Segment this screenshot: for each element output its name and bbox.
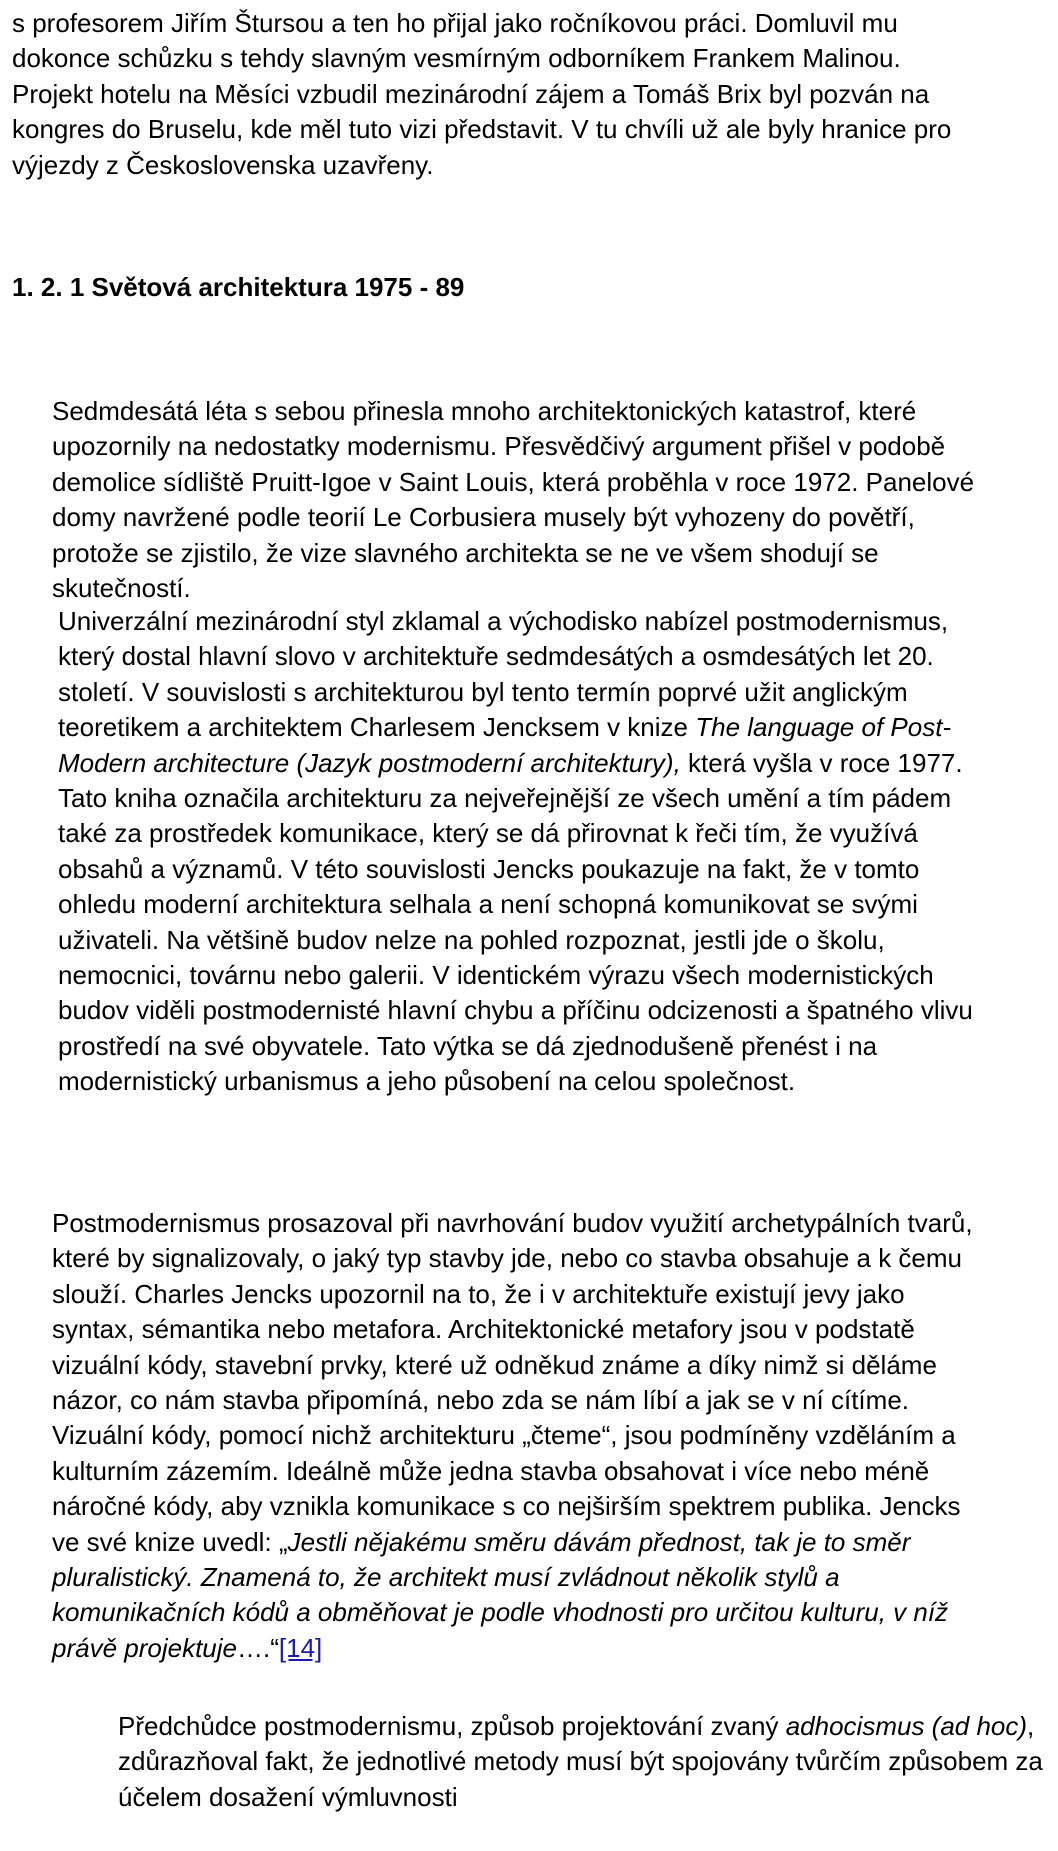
paragraph-1-text: Sedmdesátá léta s sebou přinesla mnoho architektonických katastrof, které upozornily na nedostatky modernismu. Přesvědčivý argument přišel v podobě demolice sídliště Pruitt-Igoe v Saint Louis, která proběhla v roce 1972. Panelové domy navržené podle teorií Le Corbusiera musely být vyhozeny do povětří, protože se zjistilo, že vize slavného architekta se ne ve všem shodují se skutečností. (52, 396, 975, 604)
paragraph-2-text-b: která vyšla v roce 1977. Tato kniha označila architekturu za nejveřejnější ze všech umění a tím pádem také za prostředek komunikace, který se dá přirovnat k řeči tím, že využívá obsahů a významů. V této souvislosti Jencks poukazuje na fakt, že v tomto ohledu moderní architektura selhala a není schopná komunikovat se svými uživateli. Na většině budov nelze na pohled rozpoznat, jestli jde o školu, nemocnici, továrnu nebo galerii. V identickém výrazu všech modernistických budov viděli postmodernisté hlavní chybu a příčinu odcizenosti a špatného vlivu prostředí na své obyvatele. Tato výtka se dá zjednodušeně přenést i na modernistický urbanismus a jeho působení na celou společnost. (58, 747, 973, 1097)
footnote-link[interactable]: [14] (278, 1632, 323, 1663)
paragraph-2 (12, 604, 998, 1100)
paragraph-3-text-a: Postmodernismus prosazoval při navrhování budov využití archetypálních tvarů, které by signalizovaly, o jaký typ stavby jde, nebo co stavba obsahuje a k čemu slouží. Charles Jencks upozornil na to, že i v architektuře existují jevy jako syntax, sémantika nebo metafora. Architektonické metafory jsou v podstatě vizuální kódy, stavební prvky, které už odněkud známe a díky nimž si děláme názor, co nám stavba připomíná, nebo zda se nám líbí a jak se v ní cítíme. Vizuální kódy, pomocí nichž architekturu „čteme“, jsou podmíněny vzděláním a kulturním zázemím. Ideálně může jedna stavba obsahovat i více nebo méně náročné kódy, aby vznikla komunikace s co nejširším spektrem publika. Jencks ve své knize uvedl: „ (52, 1208, 973, 1557)
paragraph-4 (12, 1709, 1058, 1815)
adhocism-term: adhocismus (ad hoc) (785, 1711, 1028, 1741)
book-title: The language of Post-Modern architecture (Jazyk postmoderní architektury), (58, 712, 952, 778)
intro-paragraph: s profesorem Jiřím Štursou a ten ho přijal jako ročníkovou práci. Domluvil mu dokonce schůzku s tehdy slavným vesmírným odborníkem Frankem Malinou. Projekt hotelu na Měsíci vzbudil mezinárodní zájem a Tomáš Brix byl pozván na kongres do Bruselu, kde měl tuto vizi představit. V tu chvíli už ale byly hranice pro výjezdy z Československa uzavřeny. (12, 8, 952, 180)
paragraph-4-text-b: , zdůrazňoval fakt, že jednotlivé metody musí být spojovány tvůrčím způsobem za účelem dosažení výmluvnosti (118, 1711, 1043, 1812)
paragraph-3 (12, 1206, 992, 1666)
paragraph-4-text-a: Předchůdce postmodernismu, způsob projektování zvaný (118, 1711, 786, 1741)
paragraph-2-text-a: Univerzální mezinárodní styl zklamal a východisko nabízel postmodernismus, který dostal hlavní slovo v architektuře sedmdesátých a osmdesátých let 20. století. V souvislosti s architekturou byl tento termín poprvé užit anglickým teoretikem a architektem Charlesem Jencksem v knize (58, 606, 949, 743)
paragraph-1 (12, 394, 992, 606)
jencks-quote: Jestli nějakému směru dávám přednost, tak je to směr pluralistický. Znamená to, že architekt musí zvládnout několik stylů a komunikačních kódů a obměňovat je podle vhodnosti pro určitou kulturu, v níž právě projektuje (52, 1526, 949, 1663)
section-heading: 1. 2. 1 Světová architektura 1975 - 89 (12, 272, 465, 302)
paragraph-3-text-b: ….“ (237, 1632, 279, 1663)
